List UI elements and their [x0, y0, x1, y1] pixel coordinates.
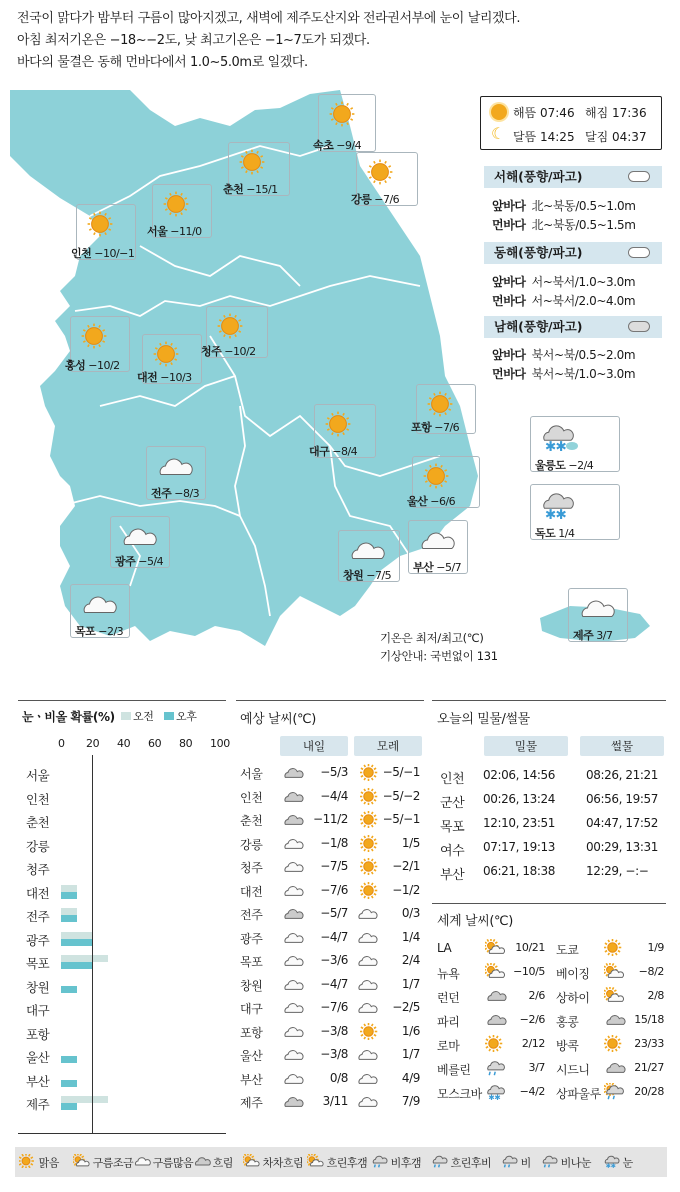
world-title: 세계 날씨(℃) — [437, 914, 513, 929]
svg-text:✱: ✱ — [555, 439, 567, 451]
forecast-city: 대전 — [240, 884, 263, 899]
forecast-temp-dayafter: 0/3 — [401, 906, 420, 920]
legend-item — [243, 1154, 303, 1171]
intro-line-1: 전국이 맑다가 밤부터 구름이 많아지겠고, 새벽에 제주도산지와 전라권서부에 눈이 날리겠다. — [17, 11, 521, 26]
map-note-1: 기온은 최저/최고(℃) — [380, 631, 484, 645]
precip-city-label: 춘천 — [26, 815, 50, 830]
sun-icon — [237, 147, 279, 180]
svg-text:✱: ✱ — [555, 507, 567, 519]
cloud-icon — [356, 905, 380, 925]
tide-low: 06:56, 19:57 — [586, 792, 658, 806]
cloud-icon — [356, 976, 380, 996]
precip-city-label: 광주 — [26, 932, 50, 948]
forecast-temp-tomorrow: 3/11 — [322, 1094, 348, 1108]
forecast-temp-dayafter: 1/4 — [401, 929, 420, 944]
sea-east-far: 먼바다 서~북서/2.0~4.0m — [492, 294, 636, 308]
forecast-temp-dayafter: −5/−1 — [382, 765, 420, 779]
rain-icon — [541, 1154, 561, 1171]
precip-city-label: 창원 — [26, 979, 50, 995]
svg-text:✱: ✱ — [605, 1162, 611, 1168]
cloud-icon — [628, 247, 650, 258]
forecast-temp-tomorrow: −5/3 — [320, 765, 348, 779]
precip-bar-pm — [61, 986, 77, 993]
sea-east-header: 동해(풍향/파고) — [484, 242, 662, 264]
map-city-label: 창원 −7/5 — [343, 569, 392, 582]
sea-west-far: 먼바다 北~북동/0.5~1.5m — [492, 218, 636, 232]
map-city-box — [70, 584, 130, 638]
sun-icon — [327, 99, 369, 132]
cloud-icon — [356, 929, 380, 949]
precip-bar-pm — [61, 939, 92, 946]
legend-pm-label: 오후 — [176, 710, 197, 723]
divider — [18, 700, 226, 701]
forecast-city: 광주 — [240, 931, 263, 946]
map-city-box — [408, 520, 468, 574]
precip-tick-label: 20 — [86, 737, 100, 750]
forecast-temp-tomorrow: 0/8 — [329, 1070, 348, 1085]
cloud-icon — [356, 1046, 380, 1066]
tide-high: 07:17, 19:13 — [483, 840, 555, 854]
legend-label: 구름많음 — [152, 1156, 194, 1170]
precip-city-label: 강릉 — [26, 838, 50, 854]
cloud-partly-icon — [282, 811, 306, 831]
forecast-city: 대구 — [240, 1002, 263, 1016]
divider — [432, 903, 666, 904]
svg-text:✱: ✱ — [494, 1092, 501, 1100]
tide-city: 목포 — [440, 820, 465, 835]
map-city-box — [530, 484, 620, 540]
forecast-temp-tomorrow: −1/8 — [320, 835, 348, 850]
world-temp: 3/7 — [528, 1061, 545, 1074]
map-city-box — [147, 184, 212, 238]
precip-city-label: 청주 — [26, 862, 50, 877]
sun-icon — [85, 209, 127, 242]
map-city-box — [338, 530, 400, 582]
forecast-temp-dayafter: −2/1 — [392, 859, 420, 873]
precip-bar-pm — [61, 962, 92, 969]
forecast-city: 제주 — [240, 1096, 263, 1110]
precip-bar-am — [61, 1096, 108, 1103]
cloud-icon — [282, 976, 306, 996]
map-city-box — [71, 204, 136, 260]
map-city-box — [309, 404, 376, 458]
map-city-label: 울릉도 −2/4 — [535, 459, 594, 472]
world-city: 상하이 — [556, 991, 590, 1005]
sun-cloud-icon — [73, 1154, 93, 1171]
sun-icon — [421, 461, 463, 494]
cloud-icon — [282, 882, 306, 902]
intro-line-3: 바다의 물결은 동해 먼바다에서 1.0~5.0m로 일겠다. — [17, 55, 308, 70]
map-city-box — [313, 94, 376, 152]
svg-text:✱: ✱ — [545, 439, 557, 451]
precip-city-label: 부산 — [26, 1073, 50, 1089]
forecast-col-dayafter: 모레 — [354, 736, 422, 756]
forecast-temp-dayafter: 1/7 — [401, 976, 420, 991]
cloud-icon — [282, 952, 306, 972]
forecast-city: 목포 — [240, 955, 263, 969]
forecast-city: 울산 — [240, 1049, 263, 1063]
divider — [236, 700, 424, 701]
world-temp: 23/33 — [634, 1037, 664, 1050]
cloud-partly-icon — [282, 1093, 306, 1113]
sea-west-near: 앞바다 北~북동/0.5~1.0m — [492, 199, 636, 213]
tide-high: 02:06, 14:56 — [483, 768, 555, 782]
world-city: 시드니 — [556, 1063, 590, 1077]
tide-high: 12:10, 23:51 — [483, 816, 555, 830]
map-city-label: 인천 −10/−1 — [71, 247, 135, 260]
cloud-partly-icon — [282, 788, 306, 808]
cloud-icon — [282, 835, 306, 855]
cloud-snow-icon — [539, 421, 581, 454]
forecast-temp-tomorrow: −7/6 — [320, 1000, 348, 1014]
tide-city: 군산 — [440, 796, 465, 811]
sun-icon — [491, 104, 507, 120]
tides-col-low: 썰물 — [580, 736, 664, 756]
map-city-box — [351, 152, 418, 206]
legend-item — [19, 1154, 59, 1171]
forecast-temp-tomorrow: −5/7 — [320, 906, 348, 920]
precip-bar-pm — [61, 1056, 77, 1063]
sun-icon — [79, 321, 121, 354]
legend-item — [371, 1154, 421, 1171]
forecast-temp-tomorrow: −4/7 — [320, 929, 348, 944]
forecast-temp-dayafter: −5/−2 — [382, 788, 420, 803]
sun-icon — [323, 409, 365, 442]
sea-south-far: 먼바다 북서~북/1.0~3.0m — [492, 367, 636, 381]
precip-city-label: 대전 — [26, 885, 50, 901]
precip-tick-label: 80 — [179, 737, 193, 750]
legend-label: 맑음 — [38, 1156, 59, 1170]
world-temp: 2/8 — [647, 989, 664, 1002]
world-temp: −4/2 — [519, 1085, 545, 1098]
svg-text:✱: ✱ — [545, 507, 557, 519]
forecast-temp-dayafter: −1/2 — [392, 882, 420, 897]
map-city-label: 홍성 −10/2 — [65, 359, 120, 372]
precip-tick-label: 60 — [148, 737, 162, 750]
world-city: 홍콩 — [556, 1015, 579, 1029]
world-city: 파리 — [437, 1015, 460, 1029]
precip-city-label: 목포 — [26, 956, 50, 971]
legend-label: 흐린후비 — [450, 1156, 492, 1170]
precip-bar-am — [61, 955, 108, 962]
precip-bar-pm — [61, 892, 77, 899]
forecast-temp-dayafter: 2/4 — [401, 953, 420, 967]
legend-label: 눈 — [622, 1156, 633, 1170]
forecast-temp-dayafter: 1/5 — [401, 835, 420, 850]
world-temp: −2/6 — [519, 1013, 545, 1026]
map-city-box — [110, 516, 170, 568]
legend-label: 차차흐림 — [262, 1156, 304, 1170]
forecast-temp-dayafter: 4/9 — [401, 1070, 420, 1085]
precip-bar-pm — [61, 1103, 77, 1110]
precip-city-label: 전주 — [26, 909, 50, 924]
world-temp: −8/2 — [638, 965, 664, 978]
legend-label: 구름조금 — [92, 1156, 134, 1170]
map-city-label: 대전 −10/3 — [137, 371, 192, 384]
cloud-icon — [628, 321, 650, 332]
rain-icon — [501, 1154, 521, 1171]
world-city: 상파울루 — [556, 1087, 601, 1101]
forecast-temp-tomorrow: −4/7 — [320, 976, 348, 991]
sea-south-header: 남해(풍향/파고) — [484, 316, 662, 338]
sun-icon — [19, 1154, 39, 1171]
precip-bar-am — [61, 932, 92, 939]
forecast-col-tomorrow: 내일 — [280, 736, 348, 756]
cloud-icon — [356, 1093, 380, 1113]
legend-label: 흐린후갬 — [326, 1156, 368, 1170]
forecast-temp-dayafter: 1/7 — [401, 1047, 420, 1061]
map-city-label: 부산 −5/7 — [413, 561, 462, 574]
legend-label: 비후갬 — [390, 1156, 421, 1170]
world-city: 런던 — [437, 991, 460, 1005]
rain-icon — [371, 1154, 391, 1171]
world-city: 뉴욕 — [437, 967, 460, 981]
map-city-label: 서울 −11/0 — [147, 225, 202, 238]
sun-icon — [151, 339, 193, 372]
forecast-temp-tomorrow: −7/5 — [320, 859, 348, 873]
forecast-temp-dayafter: −5/−1 — [382, 812, 420, 826]
map-city-box — [411, 384, 476, 434]
precip-city-label: 대구 — [26, 1003, 50, 1018]
precip-bar-am — [61, 885, 77, 892]
world-temp: 20/28 — [634, 1085, 664, 1098]
map-city-box — [223, 142, 290, 196]
cloud-icon — [356, 1070, 380, 1090]
intro-text — [17, 8, 667, 74]
sea-west-header: 서해(풍향/파고) — [484, 166, 662, 188]
svg-text:✱: ✱ — [610, 1162, 616, 1168]
legend-label: 비 — [520, 1156, 531, 1170]
forecast-temp-dayafter: 7/9 — [401, 1094, 420, 1108]
legend-item — [431, 1154, 491, 1171]
cloud-icon — [417, 525, 459, 558]
map-city-box — [146, 446, 206, 500]
precip-city-label: 포항 — [26, 1026, 50, 1042]
map-city-box — [137, 334, 202, 384]
forecast-city: 춘천 — [240, 814, 263, 828]
sun-cloud-icon — [307, 1154, 327, 1171]
cloud-icon — [282, 1070, 306, 1090]
precip-bar-pm — [61, 915, 77, 922]
forecast-temp-tomorrow: −3/8 — [320, 1023, 348, 1038]
tide-high: 00:26, 13:24 — [483, 792, 555, 806]
forecast-temp-dayafter: 1/6 — [401, 1023, 420, 1038]
sun-icon — [215, 311, 257, 344]
cloud-icon — [282, 929, 306, 949]
cloud-partly-icon — [282, 905, 306, 925]
world-city: 로마 — [437, 1039, 460, 1053]
map-city-box — [407, 456, 480, 508]
sunrise-text: 해뜸 07:46 — [513, 106, 575, 120]
map-city-label: 대구 −8/4 — [309, 445, 358, 458]
map-city-label: 춘천 −15/1 — [223, 183, 278, 196]
map-city-label: 전주 −8/3 — [151, 487, 200, 500]
map-city-label: 광주 −5/4 — [115, 555, 164, 568]
legend-item — [541, 1154, 591, 1171]
world-temp: 2/12 — [521, 1037, 545, 1050]
legend-item — [501, 1154, 531, 1171]
forecast-city: 인천 — [240, 790, 263, 805]
precip-tick-label: 40 — [117, 737, 131, 750]
cloud-snow-icon — [539, 489, 581, 522]
map-city-label: 속초 −9/4 — [313, 139, 362, 152]
sun-icon — [365, 157, 407, 190]
legend-pm-swatch — [164, 712, 174, 720]
world-temp: 10/21 — [515, 941, 545, 954]
forecast-temp-dayafter: −2/5 — [392, 1000, 420, 1014]
legend-item — [193, 1154, 233, 1171]
tide-high: 06:21, 18:38 — [483, 864, 555, 878]
cloud-icon — [356, 952, 380, 972]
sea-east-near: 앞바다 서~북서/1.0~3.0m — [492, 275, 636, 289]
map-note-2: 기상안내: 국번없이 131 — [380, 649, 498, 663]
precip-city-label: 제주 — [26, 1097, 50, 1112]
tide-low: 12:29, −:− — [586, 864, 649, 878]
precip-tick-label: 100 — [210, 737, 230, 750]
icon-legend — [15, 1147, 667, 1177]
cloud-icon — [133, 1154, 153, 1171]
forecast-temp-tomorrow: −3/6 — [320, 953, 348, 967]
moonrise-text: 달뜸 14:25 — [513, 130, 575, 144]
forecast-city: 포항 — [240, 1025, 263, 1040]
cloud-icon — [347, 535, 389, 568]
legend-item — [133, 1154, 193, 1171]
snow-icon — [603, 1154, 623, 1171]
legend-label: 흐림 — [212, 1156, 233, 1170]
map-city-box — [568, 588, 628, 642]
world-city: LA — [437, 941, 452, 955]
world-city: 방콕 — [556, 1039, 579, 1053]
cloud-icon — [282, 999, 306, 1019]
precip-tick-label: 0 — [58, 737, 65, 750]
map-city-label: 제주 3/7 — [573, 629, 613, 642]
precip-axis-20 — [92, 755, 93, 1133]
world-temp: 15/18 — [634, 1013, 664, 1026]
forecast-city: 부산 — [240, 1072, 263, 1087]
forecast-city: 강릉 — [240, 837, 263, 852]
cloud-icon — [282, 858, 306, 878]
cloud-icon — [282, 1023, 306, 1043]
tides-col-high: 밀물 — [484, 736, 568, 756]
sun-icon — [425, 389, 467, 422]
world-city: 베이징 — [556, 967, 590, 981]
forecast-title: 예상 날씨(℃) — [240, 712, 316, 727]
cloud-partly-icon — [193, 1154, 213, 1171]
map-city-label: 목포 −2/3 — [75, 625, 124, 638]
map-city-label: 독도 1/4 — [535, 527, 575, 540]
precip-city-label: 서울 — [26, 768, 50, 783]
forecast-city: 창원 — [240, 978, 263, 993]
sun-cloud-icon — [243, 1154, 263, 1171]
cloud-icon — [628, 171, 650, 182]
sun-moon-box — [480, 96, 662, 150]
legend-am-swatch — [121, 712, 131, 720]
sun-icon — [161, 189, 203, 222]
precip-baseline — [18, 1133, 226, 1134]
world-temp: −10/5 — [513, 965, 545, 978]
cloud-icon — [79, 589, 121, 622]
legend-label: 비나눈 — [560, 1156, 591, 1170]
map-city-label: 청주 −10/2 — [201, 345, 256, 358]
tide-city: 여수 — [440, 844, 465, 859]
precip-city-label: 울산 — [26, 1050, 50, 1065]
map-city-box — [530, 416, 620, 472]
map-city-label: 강릉 −7/6 — [351, 193, 400, 206]
world-city: 베를린 — [437, 1063, 471, 1077]
cloud-icon — [282, 1046, 306, 1066]
cloud-icon — [155, 451, 197, 484]
cloud-icon — [577, 593, 619, 626]
svg-text:✱: ✱ — [488, 1092, 495, 1100]
forecast-city: 서울 — [240, 767, 263, 781]
intro-line-2: 아침 최저기온은 −18~−2도, 낮 최고기온은 −1~7도가 되겠다. — [17, 33, 370, 48]
world-temp: 21/27 — [634, 1061, 664, 1074]
tide-city: 인천 — [440, 772, 465, 787]
cloud-partly-icon — [282, 764, 306, 784]
world-city: 도쿄 — [556, 943, 579, 957]
precip-bar-am — [61, 908, 77, 915]
moon-icon: ☾ — [491, 124, 506, 143]
map-city-box — [201, 306, 268, 358]
cloud-icon — [356, 999, 380, 1019]
legend-am-label: 오전 — [133, 710, 154, 723]
cloud-icon — [119, 521, 161, 554]
forecast-temp-tomorrow: −11/2 — [312, 812, 348, 826]
moonset-text: 달짐 04:37 — [585, 130, 647, 144]
divider — [432, 700, 666, 701]
forecast-temp-tomorrow: −4/4 — [320, 788, 348, 803]
sunset-text: 해짐 17:36 — [585, 106, 647, 120]
world-temp: 1/9 — [647, 941, 664, 954]
map-city-label: 포항 −7/6 — [411, 421, 460, 434]
tide-low: 00:29, 13:31 — [586, 840, 658, 854]
map-city-label: 울산 −6/6 — [407, 495, 456, 508]
forecast-city: 청주 — [240, 861, 263, 875]
precip-bar-pm — [61, 1080, 77, 1087]
legend-item — [603, 1154, 633, 1171]
world-temp: 2/6 — [528, 989, 545, 1002]
legend-item — [73, 1154, 133, 1171]
sea-south-near: 앞바다 북서~북/0.5~2.0m — [492, 348, 636, 362]
legend-item — [307, 1154, 367, 1171]
precip-title: 눈ㆍ비올 확률(%) — [22, 710, 115, 724]
tide-low: 08:26, 21:21 — [586, 768, 658, 782]
tide-city: 부산 — [440, 868, 465, 883]
forecast-temp-tomorrow: −3/8 — [320, 1047, 348, 1061]
forecast-temp-tomorrow: −7/6 — [320, 882, 348, 897]
rain-icon — [431, 1154, 451, 1171]
precip-city-label: 인천 — [26, 791, 50, 807]
map-city-box — [65, 316, 130, 372]
forecast-city: 전주 — [240, 908, 263, 922]
tide-low: 04:47, 17:52 — [586, 816, 658, 830]
tides-title: 오늘의 밀물/썰물 — [437, 712, 530, 727]
world-city: 모스크바 — [437, 1087, 482, 1101]
